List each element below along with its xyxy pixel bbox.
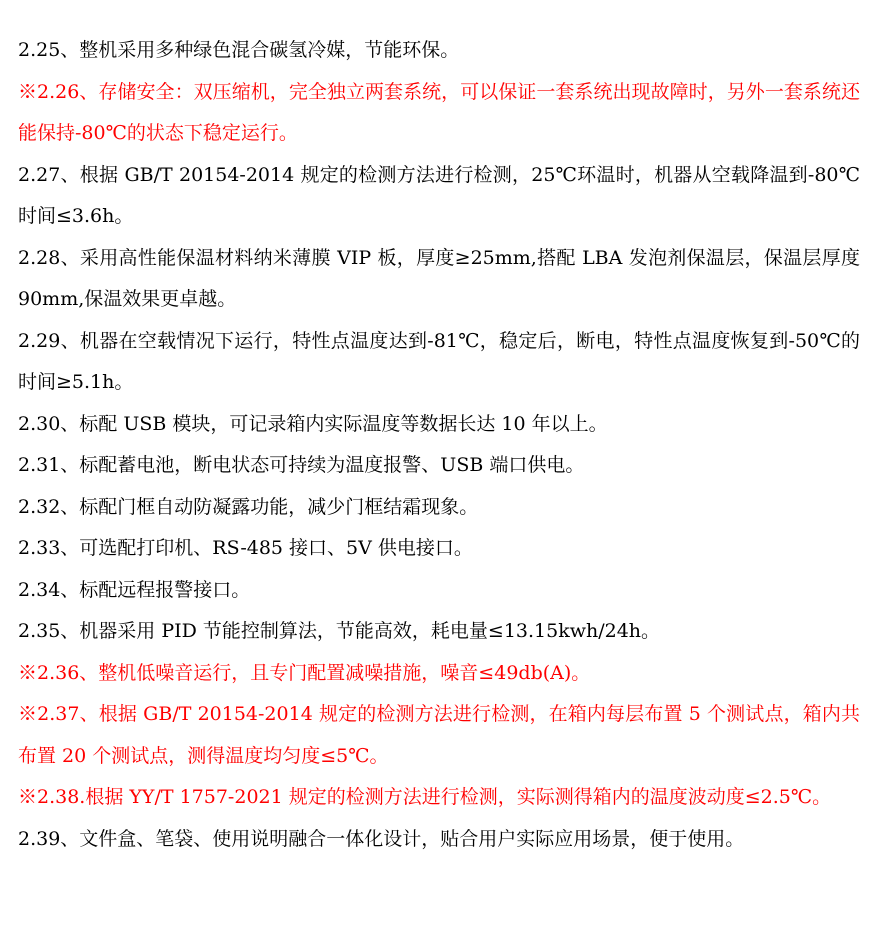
spec-item-2-32: 2.32、标配门框自动防凝露功能，减少门框结霜现象。 <box>18 495 479 518</box>
spec-document <box>18 30 860 860</box>
spec-item-2-29: 2.29、机器在空载情况下运行，特性点温度达到-81℃，稳定后，断电，特性点温度恢复到-50℃的时间≥5.1h。 <box>18 329 860 393</box>
spec-item-2-27: 2.27、根据 GB/T 20154-2014 规定的检测方法进行检测，25℃环温时，机器从空载降温到-80℃时间≤3.6h。 <box>18 163 860 227</box>
spec-item-2-37: ※2.37、根据 GB/T 20154-2014 规定的检测方法进行检测，在箱内每层布置 5 个测试点，箱内共布置 20 个测试点，测得温度均匀度≤5℃。 <box>18 703 860 767</box>
spec-item-2-26: ※2.26、存储安全：双压缩机，完全独立两套系统，可以保证一套系统出现故障时，另外一套系统还能保持-80℃的状态下稳定运行。 <box>18 80 860 144</box>
spec-item-2-39: 2.39、文件盒、笔袋、使用说明融合一体化设计，贴合用户实际应用场景，便于使用。 <box>18 827 745 850</box>
spec-item-2-35: 2.35、机器采用 PID 节能控制算法，节能高效，耗电量≤13.15kwh/24h。 <box>18 620 661 642</box>
spec-item-2-38: ※2.38.根据 YY/T 1757-2021 规定的检测方法进行检测，实际测得箱内的温度波动度≤2.5℃。 <box>18 786 832 808</box>
spec-item-2-30: 2.30、标配 USB 模块，可记录箱内实际温度等数据长达 10 年以上。 <box>18 412 608 435</box>
spec-item-2-34: 2.34、标配远程报警接口。 <box>18 578 251 601</box>
spec-item-2-25: 2.25、整机采用多种绿色混合碳氢冷媒，节能环保。 <box>18 39 460 61</box>
spec-item-2-31: 2.31、标配蓄电池，断电状态可持续为温度报警、USB 端口供电。 <box>18 454 585 476</box>
spec-item-2-36: ※2.36、整机低噪音运行，且专门配置减噪措施，噪音≤49db(A)。 <box>18 661 591 684</box>
spec-item-2-33: 2.33、可选配打印机、RS-485 接口、5V 供电接口。 <box>18 537 473 559</box>
spec-item-2-28: 2.28、采用高性能保温材料纳米薄膜 VIP 板，厚度≥25mm,搭配 LBA 发泡剂保温层，保温层厚度 90mm,保温效果更卓越。 <box>18 246 860 310</box>
